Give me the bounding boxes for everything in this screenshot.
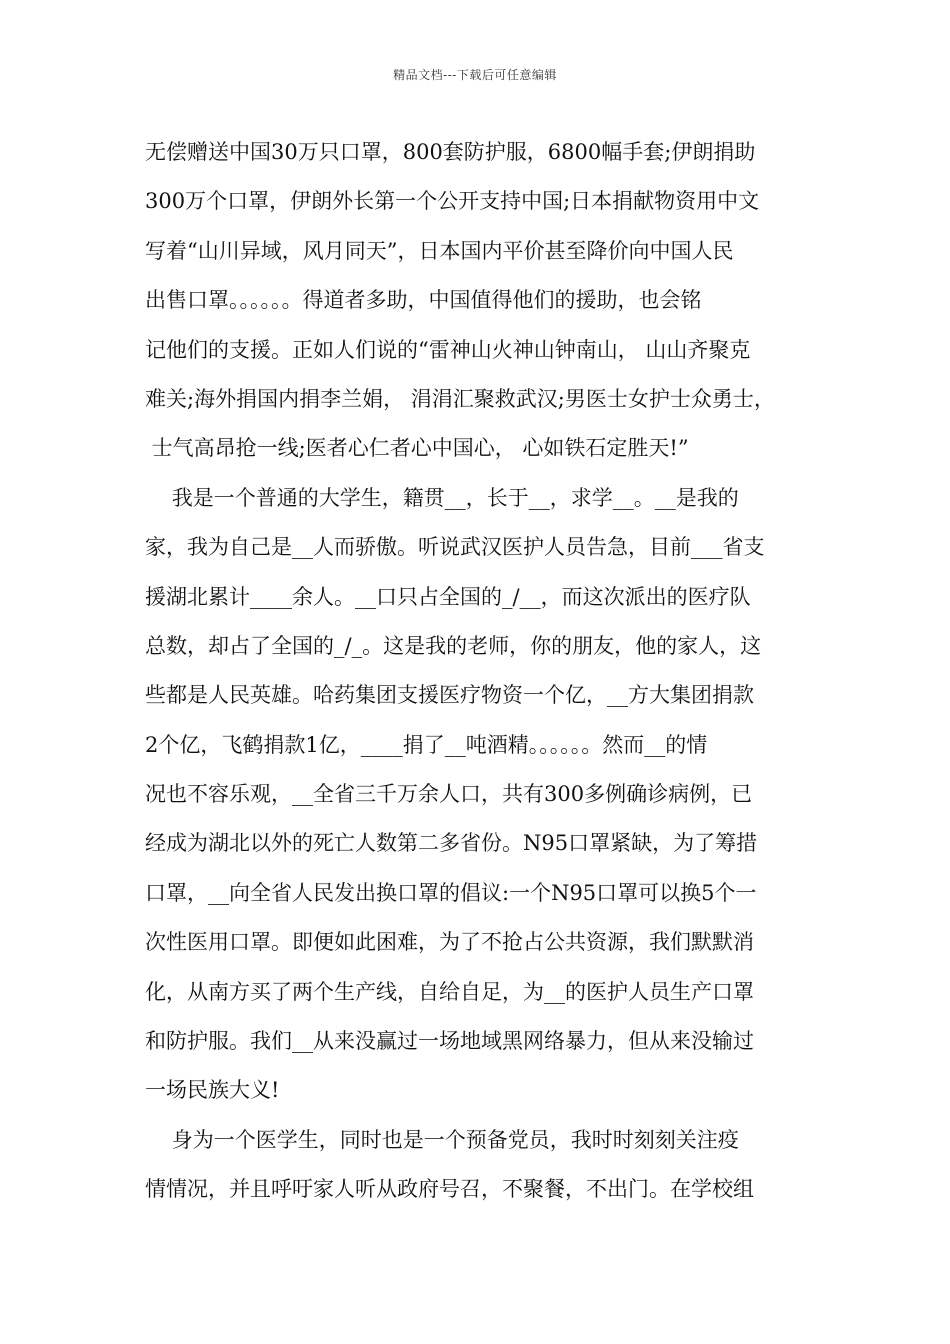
- text-line: 化，从南方买了两个生产线，自给自足，为__的医护人员生产口罩: [145, 979, 754, 1004]
- text-line: 士气高昂抢一线;医者心仁者心中国心， 心如铁石定胜天!”: [145, 436, 689, 461]
- text-line: 总数，却占了全国的_/_。这是我的老师，你的朋友，他的家人，这: [145, 633, 762, 658]
- text-line: 记他们的支援。正如人们说的“雷神山火神山钟南山， 山山齐聚克: [145, 337, 751, 362]
- text-line: 身为一个医学生，同时也是一个预备党员，我时时刻刻关注疫: [145, 1127, 739, 1152]
- text-line: 援湖北累计____余人。__口只占全国的_/__，而这次派出的医疗队: [145, 584, 751, 609]
- text-line: 出售口罩。。。。。。得道者多助，中国值得他们的援助，也会铭: [145, 288, 702, 313]
- text-line: 情情况，并且呼吁家人听从政府号召，不聚餐，不出门。在学校组: [145, 1177, 754, 1202]
- page-header: 精品文档---下载后可任意编辑: [393, 68, 557, 82]
- paragraph: [145, 1116, 817, 1215]
- document-body: [145, 128, 817, 1215]
- text-line: 和防护服。我们__从来没赢过一场地域黑网络暴力，但从来没输过: [145, 1029, 754, 1054]
- text-line: 家，我为自己是__人而骄傲。听说武汉医护人员告急，目前___省支: [145, 535, 765, 560]
- text-line: 难关;海外捐国内捐李兰娟， 涓涓汇聚救武汉;男医士女护士众勇士，: [145, 386, 775, 411]
- text-line: 2个亿，飞鹤捐款1亿，____捐了__吨酒精。。。。。。然而__的情: [145, 732, 708, 757]
- text-line: 一场民族大义!: [145, 1078, 280, 1103]
- text-line: 况也不容乐观，__全省三千万余人口，共有300多例确诊病例，已: [145, 782, 753, 807]
- text-line: 写着“山川异域，风月同天”，日本国内平价甚至降价向中国人民: [145, 238, 734, 263]
- text-line: 口罩，__向全省人民发出换口罩的倡议:一个N95口罩可以换5个一: [145, 880, 757, 905]
- paragraph: [145, 128, 817, 474]
- text-line: 无偿赠送中国30万只口罩，800套防护服，6800幅手套;伊朗捐助: [145, 140, 756, 164]
- text-line: 些都是人民英雄。哈药集团支援医疗物资一个亿，__方大集团捐款: [145, 683, 754, 708]
- text-line: 我是一个普通的大学生，籍贯__，长于__，求学__。__是我的: [145, 485, 739, 510]
- paragraph: [145, 474, 817, 1116]
- text-line: 经成为湖北以外的死亡人数第二多省份。N95口罩紧缺，为了筹措: [145, 831, 758, 856]
- text-line: 次性医用口罩。即便如此困难，为了不抢占公共资源，我们默默消: [145, 930, 754, 955]
- text-line: 300万个口罩，伊朗外长第一个公开支持中国;日本捐献物资用中文: [145, 189, 760, 214]
